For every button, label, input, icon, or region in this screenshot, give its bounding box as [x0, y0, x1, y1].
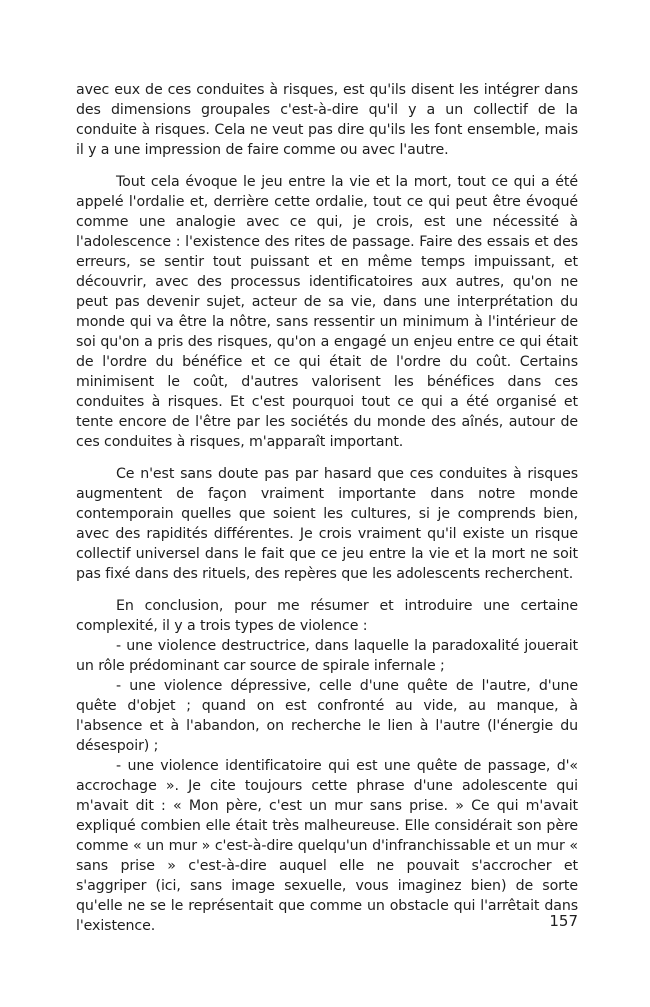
list-item-violence-identificatoire: - une violence identificatoire qui est une quête de passage, d'« accrochage ». Je cite toujours cette phrase d'une adolescente qui m'avait dit : « Mon père, c'est un mur sans prise. » Ce qui m'avait expliqué combien elle était très malheureuse. Elle considérait son père comme « un mur » c'est-à-dire quelqu'un d'infranchissable et un mur « sans prise » c'est-à-dire auquel elle ne pouvait s'accrocher et s'aggriper (ici, sans image sexuelle, vous imaginez bien) de sorte qu'elle ne se le représentait que comme un obstacle qui l'arrêtait dans l'existence.: [76, 758, 578, 934]
paragraph-3: Ce n'est sans doute pas par hasard que ces conduites à risques augmentent de façon vraiment importante dans notre monde contemporain quelles que soient les cultures, si je comprends bien, avec des rapidités différentes. Je crois vraiment qu'il existe un risque collectif universel dans le fait que ce jeu entre la vie et la mort ne soit pas fixé dans des rituels, des repères que les adolescents recherchent.: [76, 466, 578, 582]
page-number: 157: [549, 912, 578, 930]
paragraph-1: avec eux de ces conduites à risques, est qu'ils disent les intégrer dans des dimensions groupales c'est-à-dire qu'il y a un collectif de la conduite à risques. Cela ne veut pas dire qu'ils les font ensemble, mais il y a une impression de faire comme ou avec l'autre.: [76, 82, 578, 158]
page-body: [76, 80, 578, 936]
paragraph-4: En conclusion, pour me résumer et introduire une certaine complexité, il y a trois types de violence :: [76, 598, 578, 634]
list-item-violence-destructrice: - une violence destructrice, dans laquelle la paradoxalité jouerait un rôle prédominant car source de spirale infernale ;: [76, 638, 578, 674]
list-item-violence-depressive: - une violence dépressive, celle d'une quête de l'autre, d'une quête d'objet ; quand on est confronté au vide, au manque, à l'absence et à l'abandon, on recherche le lien à l'autre (l'énergie du désespoir) ;: [76, 678, 578, 754]
paragraph-2: Tout cela évoque le jeu entre la vie et la mort, tout ce qui a été appelé l'ordalie et, derrière cette ordalie, tout ce qui peut être évoqué comme une analogie avec ce qui, je crois, est une nécessité à l'adolescence : l'existence des rites de passage. Faire des essais et des erreurs, se sentir tout puissant et en même temps impuissant, et découvrir, avec des processus identificatoires aux autres, qu'on ne peut pas devenir sujet, acteur de sa vie, dans une interprétation du monde qui va être la nôtre, sans ressentir un minimum à l'intérieur de soi qu'on a pris des risques, qu'on a engagé un enjeu entre ce qui était de l'ordre du bénéfice et ce qui était de l'ordre du coût. Certains minimisent le coût, d'autres valorisent les bénéfices dans ces conduites à risques. Et c'est pourquoi tout ce qui a été organisé et tente encore de l'être par les sociétés du monde des aînés, autour de ces conduites à risques, m'apparaît important.: [76, 174, 578, 450]
